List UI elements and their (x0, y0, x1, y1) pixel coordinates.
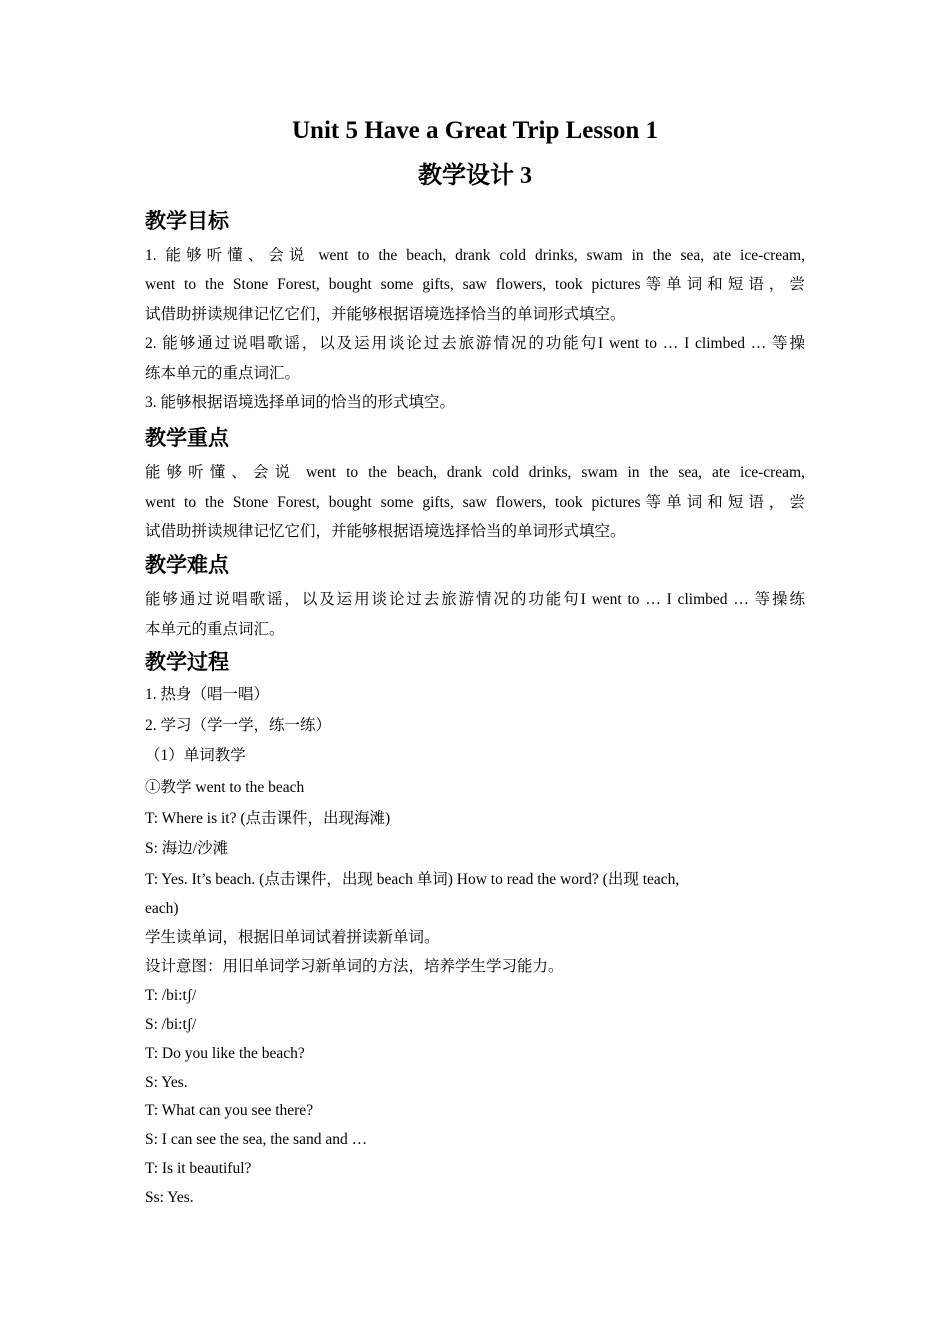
process-line: 学生读单词，根据旧单词试着拼读新单词。 (145, 929, 440, 946)
process-line: （1）单词教学 (145, 747, 246, 764)
objectives-item3: 3. 能够根据语境选择单词的恰当的形式填空。 (145, 394, 456, 411)
process-line: S: I can see the sea, the sand and … (145, 1131, 368, 1148)
objectives-item2-line1: 2. 能够通过说唱歌谣，以及运用谈论过去旅游情况的功能句I went to … I climbed … 等操 (145, 335, 805, 352)
process-line: S: 海边/沙滩 (145, 840, 229, 857)
process-line: S: /bi:tʃ/ (145, 1016, 197, 1033)
key-points-heading: 教学重点 (145, 426, 229, 450)
objectives-item1-line1: 1. 能够听懂、会说 went to the beach, drank cold drinks, swam in the sea, ate ice-cream, (145, 247, 805, 264)
objectives-item2-line2: 练本单元的重点词汇。 (145, 365, 301, 382)
process-line: T: Where is it? (点击课件，出现海滩) (145, 810, 391, 827)
objectives-heading: 教学目标 (145, 209, 229, 233)
process-line: 1. 热身（唱一唱） (145, 686, 270, 703)
process-line: 2. 学习（学一学，练一练） (145, 717, 332, 734)
process-line: T: /bi:tʃ/ (145, 987, 197, 1004)
document-subtitle: 教学设计 3 (418, 163, 532, 189)
process-line: T: Do you like the beach? (145, 1045, 305, 1062)
process-line: ①教学 went to the beach (145, 779, 305, 796)
key-points-line2: went to the Stone Forest, bought some gifts, saw flowers, took pictures等单词和短语，尝 (145, 494, 805, 511)
process-line: T: Is it beautiful? (145, 1160, 252, 1177)
process-line: each) (145, 900, 179, 917)
key-points-line1: 能够听懂、会说 went to the beach, drank cold drinks, swam in the sea, ate ice-cream, (145, 464, 805, 481)
process-line: S: Yes. (145, 1074, 188, 1091)
difficulties-heading: 教学难点 (145, 553, 229, 577)
objectives-item1-line2: went to the Stone Forest, bought some gifts, saw flowers, took pictures等单词和短语，尝 (145, 276, 805, 293)
process-heading: 教学过程 (145, 650, 229, 674)
process-line: T: Yes. It’s beach. (点击课件，出现 beach 单词) How to read the word? (出现 teach, (145, 871, 680, 888)
process-line: T: What can you see there? (145, 1102, 314, 1119)
objectives-item1-line3: 试借助拼读规律记忆它们，并能够根据语境选择恰当的单词形式填空。 (145, 306, 626, 323)
difficulties-line1: 能够通过说唱歌谣，以及运用谈论过去旅游情况的功能句I went to … I climbed … 等操练 (145, 591, 805, 608)
document-title: Unit 5 Have a Great Trip Lesson 1 (292, 117, 658, 144)
process-line: Ss: Yes. (145, 1189, 194, 1206)
key-points-line3: 试借助拼读规律记忆它们，并能够根据语境选择恰当的单词形式填空。 (145, 523, 626, 540)
difficulties-line2: 本单元的重点词汇。 (145, 621, 285, 638)
process-line: 设计意图：用旧单词学习新单词的方法，培养学生学习能力。 (145, 958, 564, 975)
